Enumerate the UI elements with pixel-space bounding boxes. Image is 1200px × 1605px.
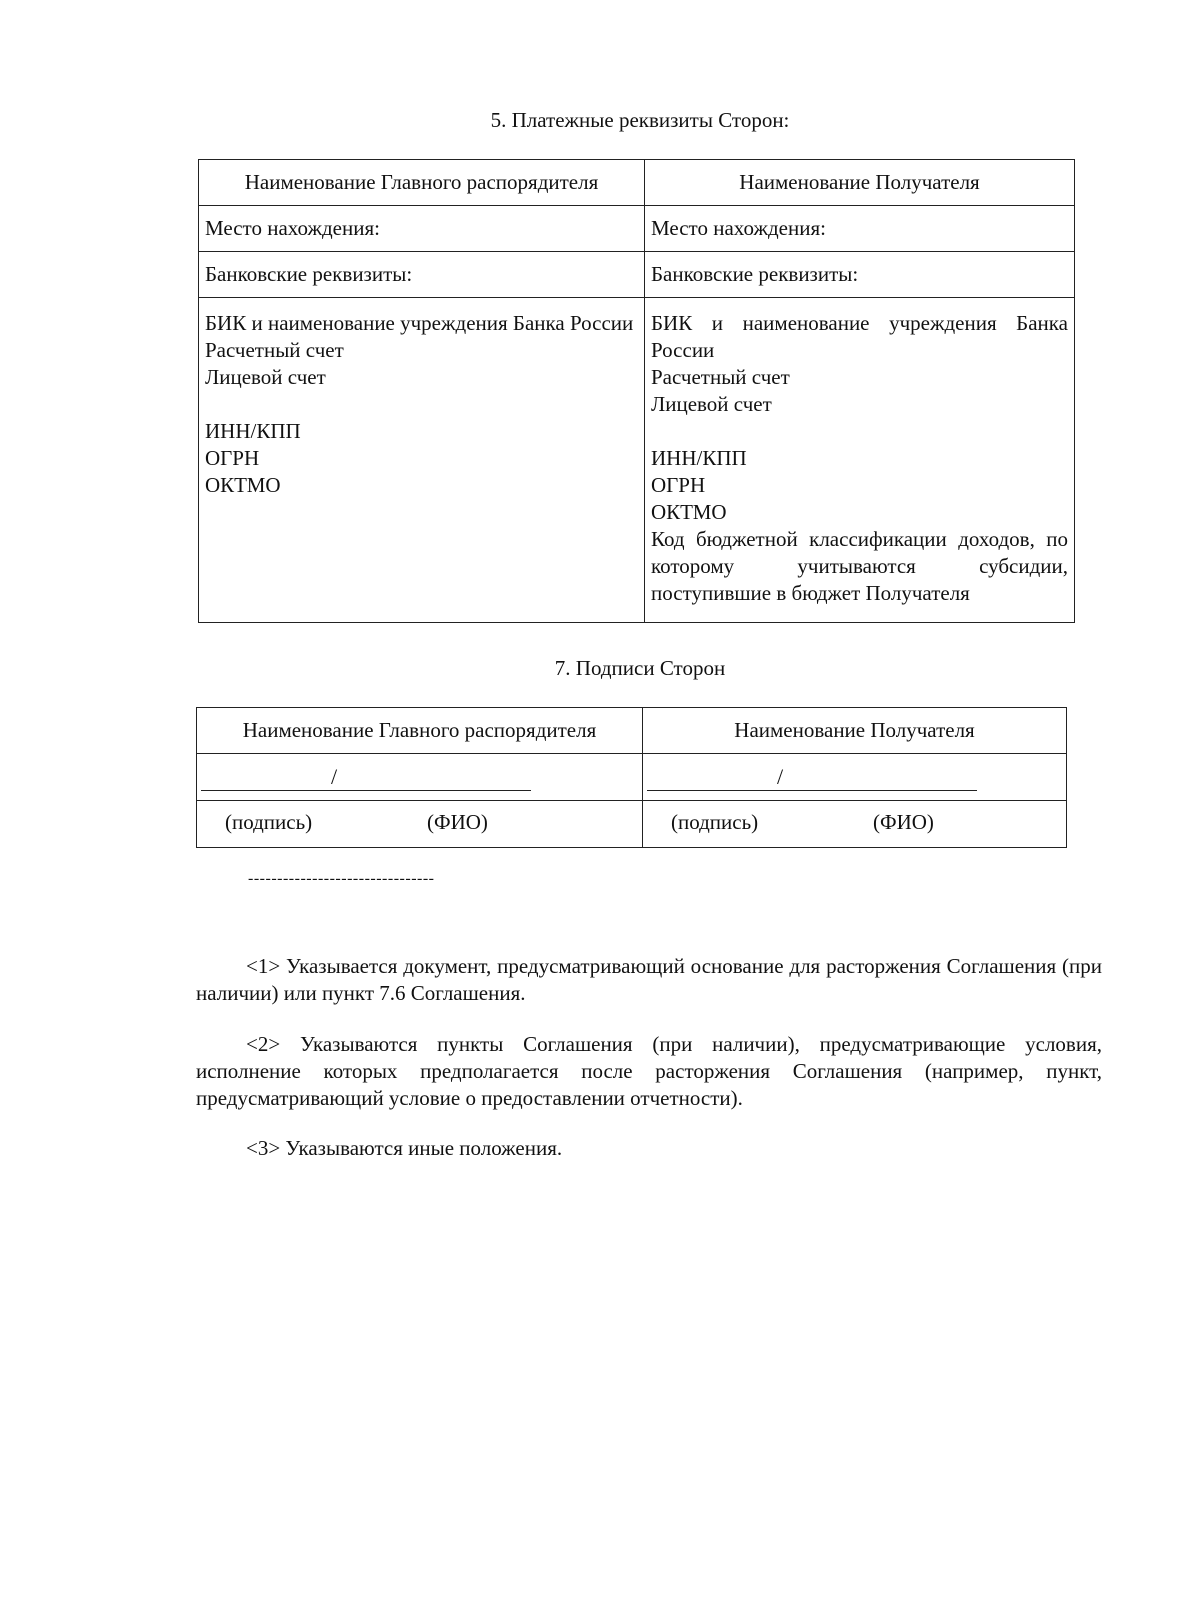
table-row (197, 801, 1067, 848)
personal-account-label: Лицевой счет (205, 365, 326, 389)
ogrn-label: ОГРН (651, 473, 706, 497)
signature-slash: / (331, 764, 338, 789)
recipient-location-cell: Место нахождения: (645, 206, 1075, 252)
account-label: Расчетный счет (205, 338, 344, 362)
table-row (199, 206, 1075, 252)
recipient-signature-labels (643, 801, 1067, 848)
table-row (199, 252, 1075, 298)
main-manager-name-cell: Наименование Главного распорядителя (199, 160, 645, 206)
recipient-name-cell: Наименование Получателя (645, 160, 1075, 206)
signature-line (647, 764, 977, 791)
bik-label: БИК и наименование учреждения Банка России (205, 311, 634, 335)
signatures-heading: 7. Подписи Сторон (554, 656, 726, 680)
fio-label: (ФИО) (427, 810, 488, 834)
signature-slash: / (777, 764, 784, 789)
oktmo-label: ОКТМО (205, 473, 281, 497)
account-label: Расчетный счет (651, 365, 790, 389)
footnote-2: <2> Указываются пункты Соглашения (при наличии), предусматривающие условия, исполнение которых предполагается после расторжения Соглашения (например, пункт, предусматривающий условие о предоставлении отчетности). (196, 1032, 1102, 1110)
table-row (199, 298, 1075, 623)
table-row (199, 160, 1075, 206)
recipient-bank-details-cell: Банковские реквизиты: (645, 252, 1075, 298)
ogrn-label: ОГРН (205, 446, 260, 470)
signature-label: (подпись) (671, 810, 759, 834)
recipient-signature-line-cell (643, 754, 1067, 801)
signature-label: (подпись) (225, 810, 313, 834)
payment-details-heading: 5. Платежные реквизиты Сторон: (490, 108, 790, 132)
budget-code-label: Код бюджетной классификации доходов, по которому учитываются субсидии, поступившие в бюджет Получателя (651, 527, 1068, 605)
main-manager-requisites-cell (199, 298, 645, 623)
inn-kpp-label: ИНН/КПП (651, 446, 747, 470)
table-row (197, 708, 1067, 754)
main-manager-location-cell: Место нахождения: (199, 206, 645, 252)
inn-kpp-label: ИНН/КПП (205, 419, 301, 443)
oktmo-label: ОКТМО (651, 500, 727, 524)
bik-label: БИК и наименование учреждения Банка России (651, 311, 1068, 362)
footnote-1: <1> Указывается документ, предусматривающий основание для расторжения Соглашения (при наличии) или пункт 7.6 Соглашения. (196, 954, 1102, 1005)
fio-label: (ФИО) (873, 810, 934, 834)
table-row (197, 754, 1067, 801)
main-manager-signature-labels (197, 801, 643, 848)
personal-account-label: Лицевой счет (651, 392, 772, 416)
signature-line (201, 764, 531, 791)
footnote-separator: -------------------------------- (248, 870, 435, 887)
main-manager-name-cell: Наименование Главного распорядителя (197, 708, 643, 754)
signatures-table (196, 707, 1067, 848)
recipient-requisites-cell (645, 298, 1075, 623)
main-manager-signature-line-cell (197, 754, 643, 801)
recipient-name-cell: Наименование Получателя (643, 708, 1067, 754)
main-manager-bank-details-cell: Банковские реквизиты: (199, 252, 645, 298)
payment-details-table (198, 159, 1075, 623)
footnote-3: <3> Указываются иные положения. (246, 1136, 563, 1160)
